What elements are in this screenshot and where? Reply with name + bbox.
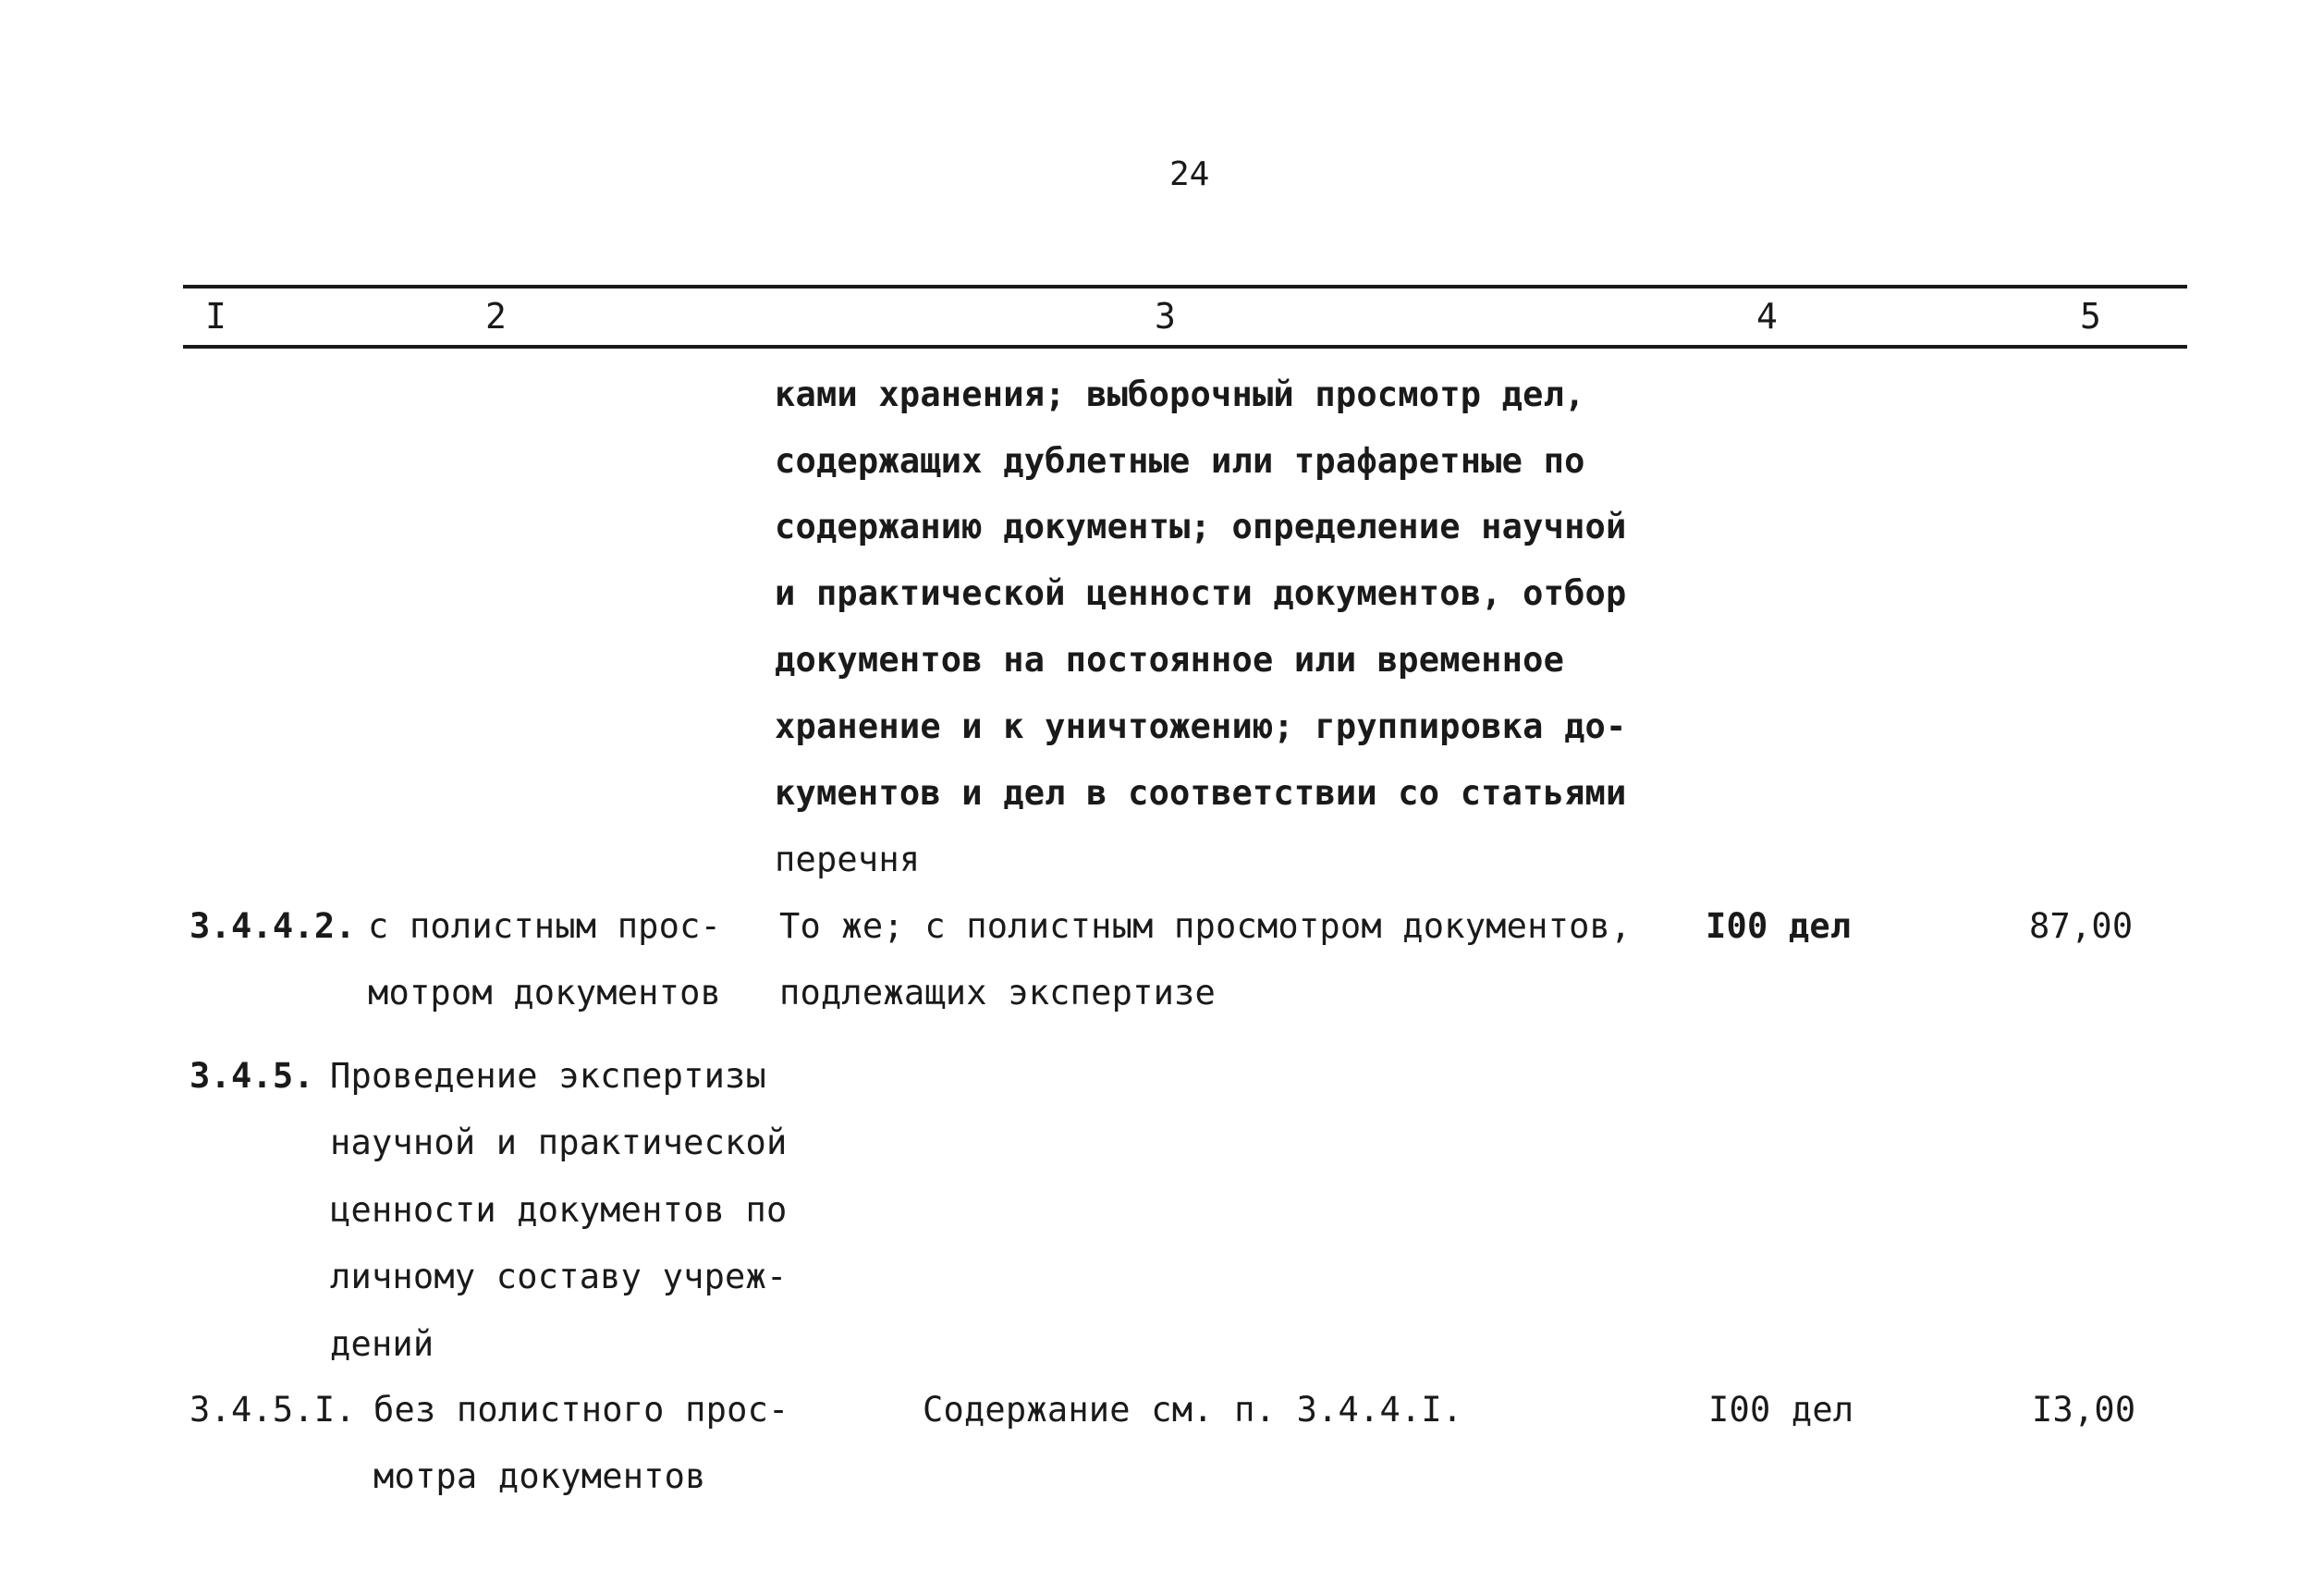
row-description: Содержание см. п. 3.4.4.I. [923, 1390, 1463, 1430]
row-name-line: ценности документов по [330, 1190, 788, 1230]
row-description-line: подлежащих экспертизе [779, 973, 1216, 1013]
row-code: 3.4.5. [190, 1056, 314, 1096]
row-name-line: личному составу учреж- [330, 1257, 788, 1296]
row-code: 3.4.5.I. [190, 1390, 356, 1430]
continuation-line: ками хранения; выборочный просмотр дел, [775, 374, 1585, 414]
continuation-line: хранение и к уничтожению; группировка до- [775, 706, 1627, 746]
row-value: 87,00 [2029, 906, 2134, 946]
column-header-3: 3 [1155, 296, 1176, 337]
column-header-2: 2 [485, 296, 507, 337]
page-number: 24 [1169, 155, 1210, 193]
table-header-bottom-rule [183, 345, 2187, 349]
row-name-line: без полистного прос- [373, 1390, 789, 1430]
row-name-line: с полистным прос- [368, 906, 722, 946]
continuation-line: содержанию документы; определение научной [775, 507, 1627, 546]
continuation-line: кументов и дел в соответствии со статьями [775, 773, 1627, 813]
continuation-line: и практической ценности документов, отбор [775, 573, 1627, 613]
column-header-5: 5 [2080, 296, 2101, 337]
row-name-line: мотром документов [368, 973, 722, 1013]
continuation-line: перечня [775, 840, 921, 879]
row-name-line: мотра документов [373, 1456, 706, 1496]
column-header-4: 4 [1756, 296, 1778, 337]
row-description-line: То же; с полистным просмотром документов, [779, 906, 1632, 946]
row-unit: I00 дел [1708, 1390, 1854, 1430]
row-value: I3,00 [2032, 1390, 2136, 1430]
row-name-line: Проведение экспертизы [330, 1056, 766, 1096]
row-code: 3.4.4.2. [190, 906, 356, 946]
continuation-line: документов на постоянное или временное [775, 640, 1565, 680]
row-unit: I00 дел [1706, 906, 1852, 946]
column-header-1: I [205, 296, 226, 337]
continuation-line: содержащих дублетные или трафаретные по [775, 441, 1585, 481]
table-header-top-rule [183, 285, 2187, 289]
row-name-line: дений [330, 1324, 434, 1364]
row-name-line: научной и практической [330, 1123, 788, 1162]
